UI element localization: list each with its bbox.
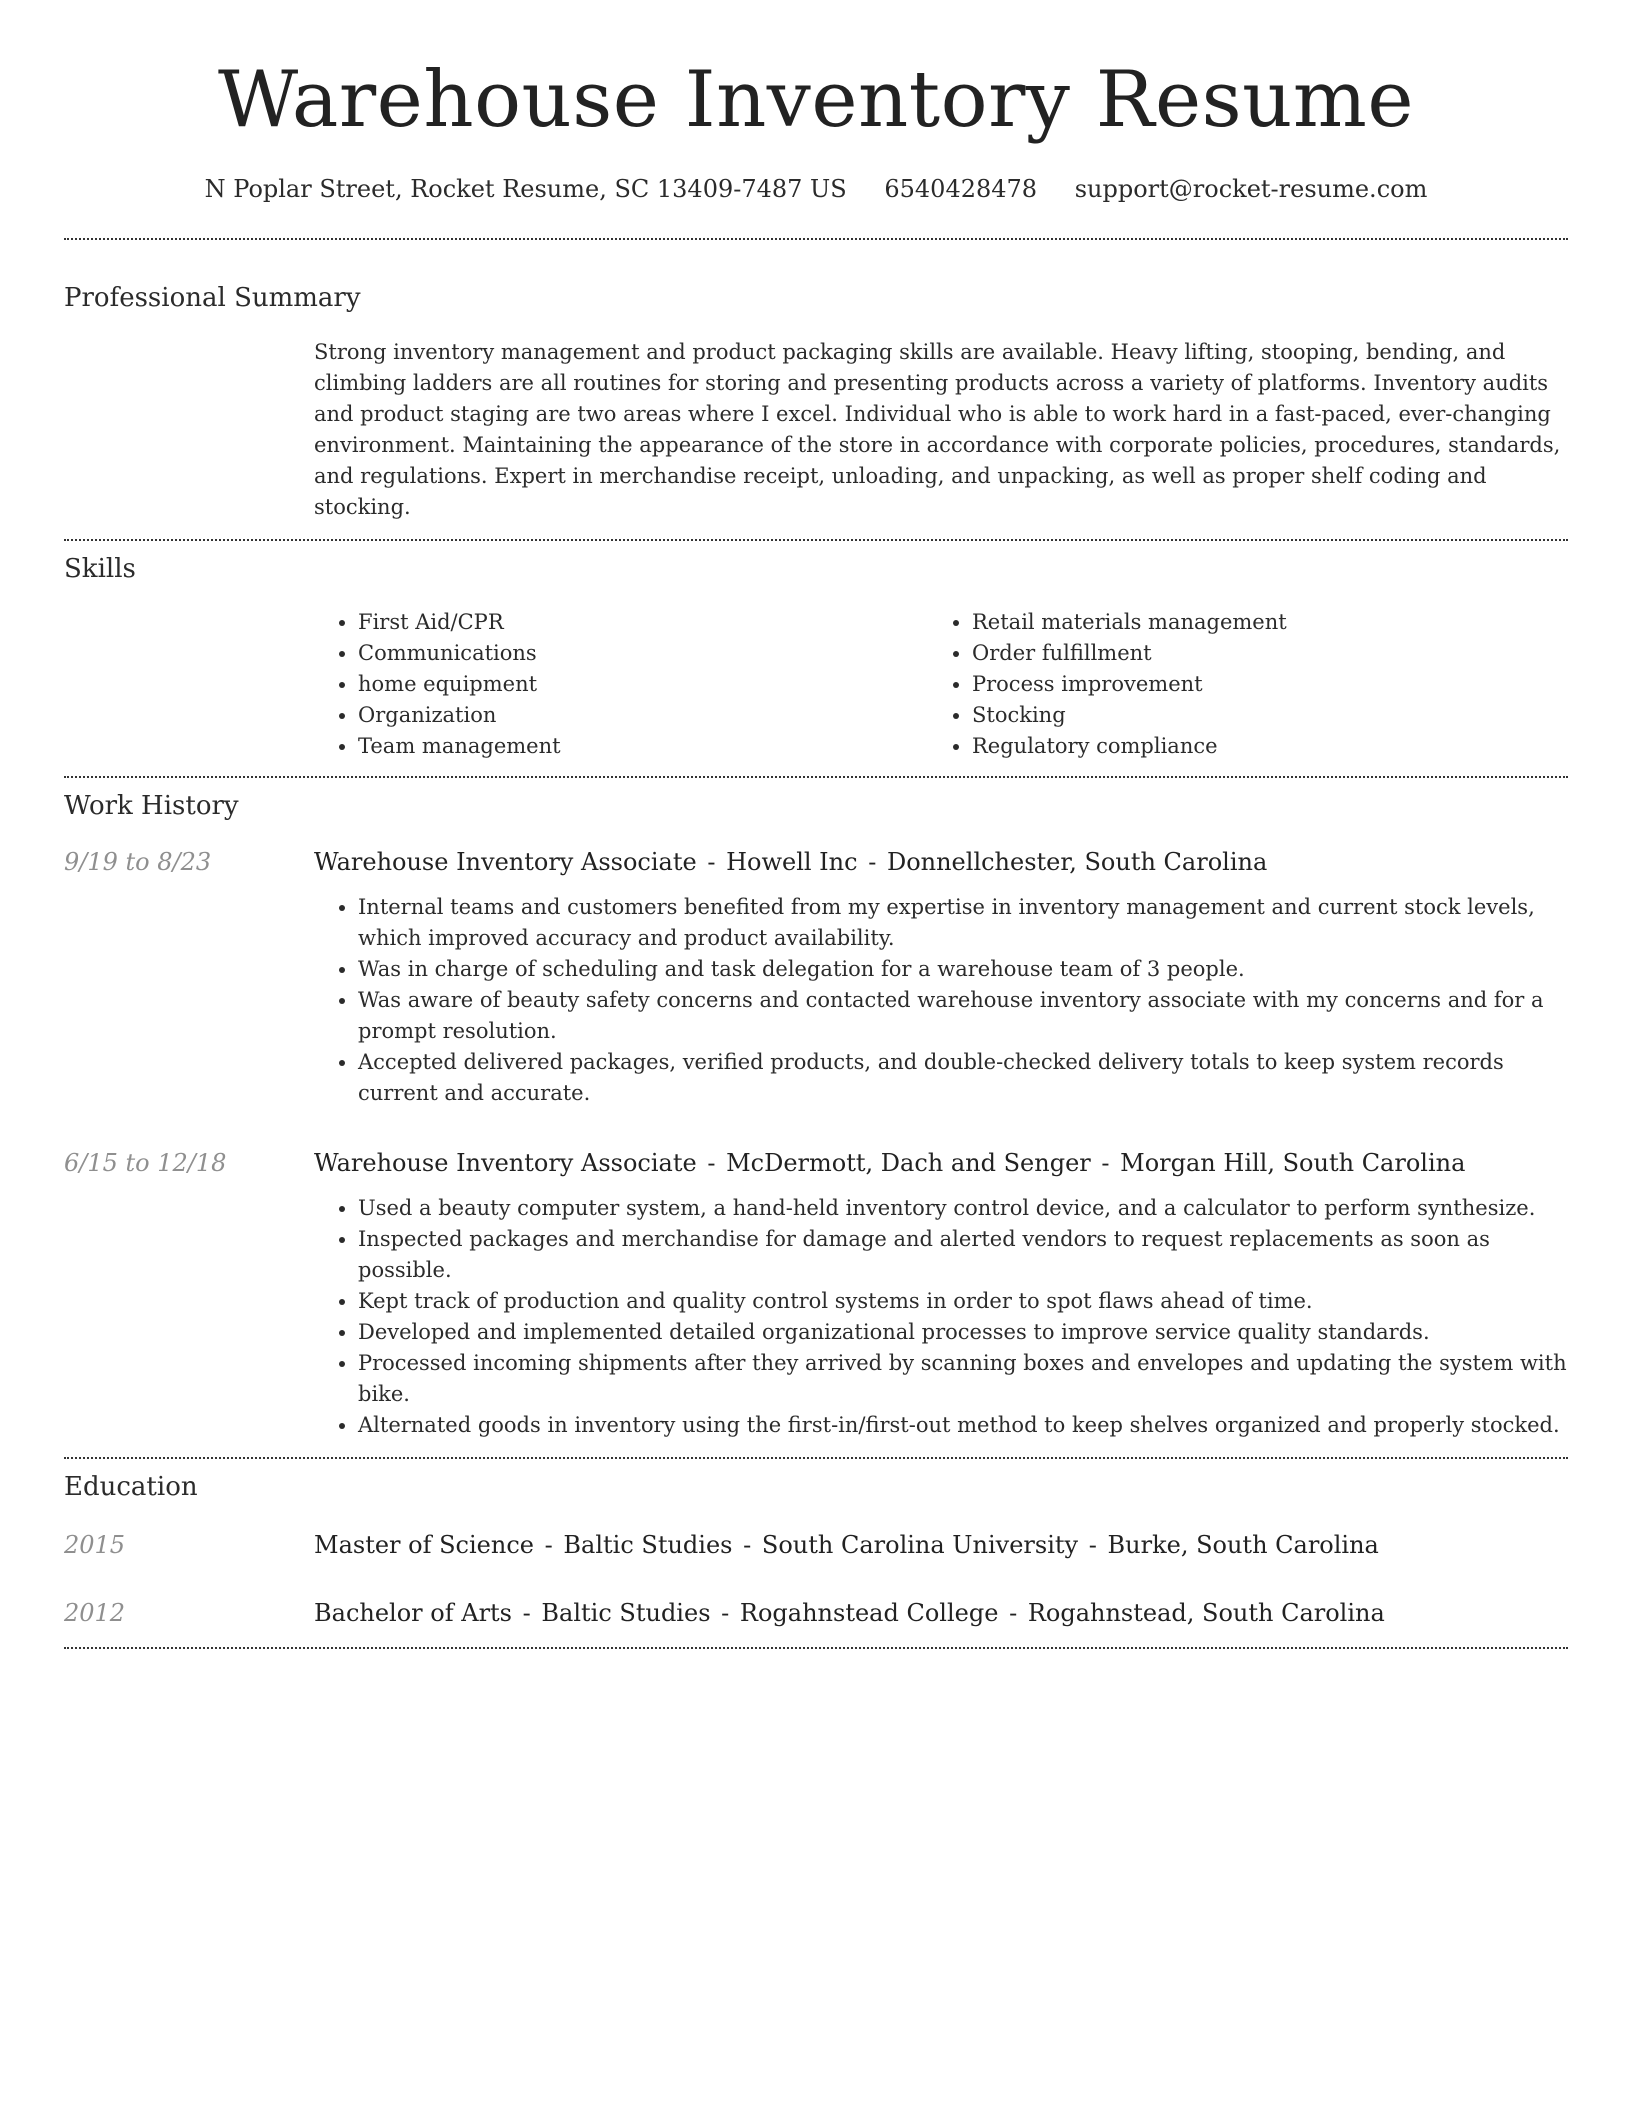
education-field: Baltic Studies: [541, 1599, 711, 1627]
education-heading: [314, 1597, 1568, 1629]
job-entry: [64, 846, 1568, 1109]
education-entry: [64, 1529, 1568, 1561]
skill-item: • Retail materials management: [972, 607, 1472, 638]
divider: [64, 1647, 1568, 1649]
education-degree: Bachelor of Arts: [314, 1599, 512, 1627]
duty-item: • Internal teams and customers benefited from my expertise in inventory management and current stock levels, which improved accuracy and product availability.: [358, 892, 1568, 954]
separator: -: [1009, 1599, 1018, 1627]
education-location: Burke, South Carolina: [1107, 1531, 1379, 1559]
skills-list: [314, 607, 1568, 776]
separator: -: [1101, 1149, 1110, 1177]
divider: [64, 238, 1568, 240]
divider: [64, 1457, 1568, 1459]
duty-item: • Was in charge of scheduling and task delegation for a warehouse team of 3 people.: [358, 954, 1568, 985]
contact-email: support@rocket-resume.com: [1074, 175, 1428, 203]
education-year: 2012: [64, 1599, 126, 1627]
duty-item: • Developed and implemented detailed organizational processes to improve service quality standards.: [358, 1317, 1568, 1348]
duty-item: • Was aware of beauty safety concerns and contacted warehouse inventory associate with my concerns and for a prompt resolution.: [358, 985, 1568, 1047]
skill-item: • Order fulfillment: [972, 638, 1472, 669]
duty-item: • Used a beauty computer system, a hand-held inventory control device, and a calculator to perform synthesize.: [358, 1193, 1568, 1224]
education-school: South Carolina University: [761, 1531, 1079, 1559]
section-title-work-history: Work History: [64, 791, 239, 821]
education-school: Rogahnstead College: [739, 1599, 999, 1627]
education-heading: [314, 1529, 1568, 1561]
education-degree: Master of Science: [314, 1531, 534, 1559]
job-dates: 9/19 to 8/23: [64, 848, 212, 876]
job-entry: [64, 1147, 1568, 1457]
separator: -: [707, 1149, 716, 1177]
resume-title: Warehouse Inventory Resume: [218, 55, 1414, 145]
skill-item: • First Aid/CPR: [358, 607, 928, 638]
job-details: [314, 846, 1568, 1109]
skill-item: • Team management: [358, 731, 928, 762]
job-duties: [314, 892, 1568, 1109]
duty-item: • Processed incoming shipments after they arrived by scanning boxes and envelopes and updating the system with bike.: [358, 1348, 1568, 1410]
job-company: McDermott, Dach and Senger: [726, 1149, 1091, 1177]
separator: -: [522, 1599, 531, 1627]
education-location: Rogahnstead, South Carolina: [1027, 1599, 1385, 1627]
job-role: Warehouse Inventory Associate: [314, 1149, 697, 1177]
contact-line: [64, 174, 1568, 204]
separator: -: [1088, 1531, 1097, 1559]
job-company: Howell Inc: [726, 848, 858, 876]
divider: [64, 539, 1568, 541]
separator: -: [721, 1599, 730, 1627]
skills-column-left: [314, 607, 928, 762]
separator: -: [707, 848, 716, 876]
skills-column-right: [928, 607, 1472, 762]
job-heading: [314, 1147, 1568, 1179]
skill-item: • home equipment: [358, 669, 928, 700]
separator: -: [868, 848, 877, 876]
skill-item: • Stocking: [972, 700, 1472, 731]
job-location: Morgan Hill, South Carolina: [1120, 1149, 1466, 1177]
education-year: 2015: [64, 1531, 126, 1559]
education-entry: [64, 1597, 1568, 1629]
job-heading: [314, 846, 1568, 878]
duty-item: • Kept track of production and quality control systems in order to spot flaws ahead of time.: [358, 1286, 1568, 1317]
contact-address: N Poplar Street, Rocket Resume, SC 13409-7487 US: [204, 175, 847, 203]
job-role: Warehouse Inventory Associate: [314, 848, 697, 876]
job-dates: 6/15 to 12/18: [64, 1149, 227, 1177]
contact-phone: 6540428478: [884, 175, 1038, 203]
duty-item: • Alternated goods in inventory using the first-in/first-out method to keep shelves organized and properly stocked.: [358, 1410, 1568, 1441]
divider: [64, 776, 1568, 778]
section-title-summary: Professional Summary: [64, 283, 361, 313]
summary-text: Strong inventory management and product packaging skills are available. Heavy lifting, stooping, bending, and climbing ladders are all routines for storing and presenting products across a variety of platforms. Inventory audits and product staging are two areas where I excel. Individual who is able to work hard in a fast-paced, ever-changing environment. Maintaining the appearance of the store in accordance with corporate policies, procedures, standards, and regulations. Expert in merchandise receipt, unloading, and unpacking, as well as proper shelf coding and stocking.: [314, 340, 1561, 519]
skill-item: • Regulatory compliance: [972, 731, 1472, 762]
separator: -: [743, 1531, 752, 1559]
skill-item: • Process improvement: [972, 669, 1472, 700]
duty-item: • Inspected packages and merchandise for damage and alerted vendors to request replacements as soon as possible.: [358, 1224, 1568, 1286]
duty-item: • Accepted delivered packages, verified products, and double-checked delivery totals to keep system records current and accurate.: [358, 1047, 1568, 1109]
skill-item: • Communications: [358, 638, 928, 669]
section-title-education: Education: [64, 1472, 198, 1502]
education-field: Baltic Studies: [563, 1531, 733, 1559]
job-duties: [314, 1193, 1568, 1457]
section-title-skills: Skills: [64, 554, 136, 584]
skill-item: • Organization: [358, 700, 928, 731]
separator: -: [544, 1531, 553, 1559]
job-details: [314, 1147, 1568, 1457]
job-location: Donnellchester, South Carolina: [886, 848, 1268, 876]
